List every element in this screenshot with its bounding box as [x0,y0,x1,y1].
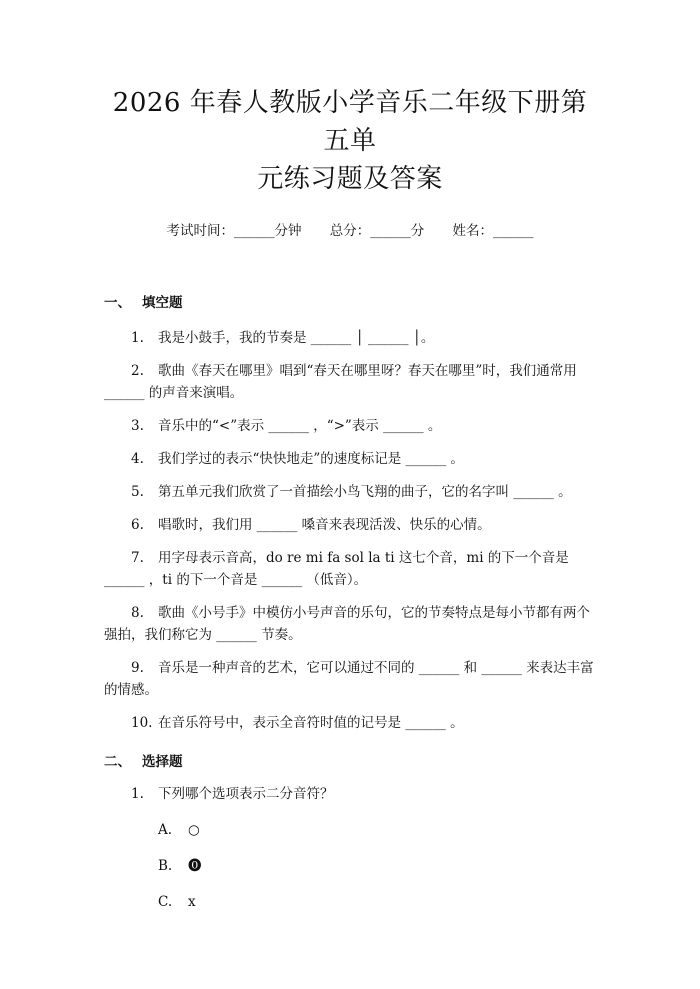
option-text: ○ [188,822,200,838]
question-text: 下列哪个选项表示二分音符？ [158,786,334,802]
exam-meta [104,221,596,241]
option-c [158,891,596,913]
section-number: 二、 [104,754,131,770]
section-number: 一、 [104,295,131,311]
question-item [104,712,596,734]
option-a [158,819,596,841]
exam-page [0,84,700,989]
question-text: 音乐是一种声音的艺术，它可以通过不同的 ______ 和 ______ 来表达丰富的情感。 [104,660,594,698]
question-number: 4. [131,451,144,467]
question-item [104,602,596,646]
question-item [104,657,596,701]
option-letter: B. [158,858,173,874]
question-number: 2. [131,363,144,379]
question-item [104,327,596,349]
question-text: 我是小鼓手，我的节奏是 ______ │ ______ │。 [158,330,435,346]
question-item [104,360,596,404]
question-number: 7. [131,550,144,566]
student-name: 姓名：______ [452,223,534,239]
question-text: 在音乐符号中，表示全音符时值的记号是 ______ 。 [158,715,464,731]
question-text: 音乐中的“<”表示 ______ ，“>”表示 ______ 。 [158,418,442,434]
question-text: 用字母表示音高，do re mi fa sol la ti 这七个音，mi 的下一个音是 ______ ，ti 的下一个音是 ______ （低音）。 [104,550,569,588]
question-item [104,481,596,503]
title-line-1: 2026 年春人教版小学音乐二年级下册第五单 [112,88,588,156]
section-multiple-choice-heading [104,752,596,772]
question-number: 1. [131,330,144,346]
question-number: 1. [131,786,144,802]
section-title: 填空题 [142,295,183,311]
multiple-choice-list [104,783,596,805]
exam-title [104,84,596,198]
section-fill-blank-heading [104,293,596,313]
section-title: 选择题 [142,754,183,770]
exam-score: 总分：______分 [329,223,425,239]
exam-time: 考试时间：______分钟 [166,223,302,239]
question-item [104,448,596,470]
option-letter: A. [158,822,173,838]
title-line-2: 元练习题及答案 [257,164,443,194]
question-number: 3. [131,418,144,434]
option-text: ⓿ [188,858,202,874]
question-text: 第五单元我们欣赏了一首描绘小鸟飞翔的曲子，它的名字叫 ______ 。 [158,484,572,500]
option-text: x [188,894,196,910]
question-text: 唱歌时，我们用 ______ 嗓音来表现活泼、快乐的心情。 [158,517,491,533]
question-number: 9. [131,660,144,676]
question-text: 我们学过的表示“快快地走”的速度标记是 ______ 。 [158,451,464,467]
question-text: 歌曲《春天在哪里》唱到“春天在哪里呀？春天在哪里”时，我们通常用 ______ 的声音来演唱。 [104,363,577,401]
question-item [104,547,596,591]
question-number: 5. [131,484,144,500]
question-number: 6. [131,517,144,533]
option-letter: C. [158,894,173,910]
question-item [104,415,596,437]
question-item [104,783,596,805]
question-item [104,514,596,536]
question-number: 10. [131,715,153,731]
question-text: 歌曲《小号手》中模仿小号声音的乐句，它的节奏特点是每小节都有两个强拍，我们称它为 ______ 节奏。 [104,605,590,643]
option-list [104,819,596,913]
question-number: 8. [131,605,144,621]
fill-blank-list [104,327,596,734]
option-b [158,855,596,877]
